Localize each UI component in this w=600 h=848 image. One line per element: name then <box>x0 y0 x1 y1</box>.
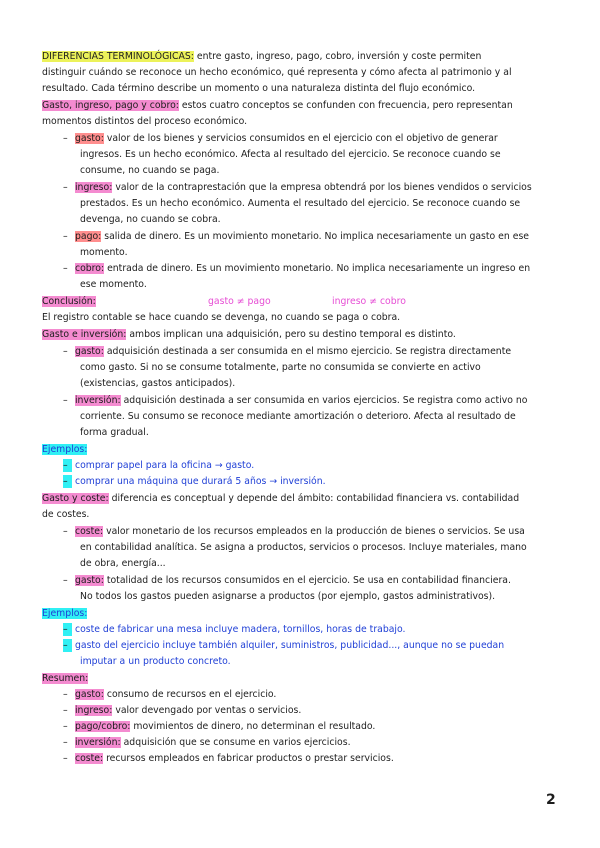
intro-title: DIFERENCIAS TERMINOLÓGICAS: <box>42 51 194 62</box>
term-text: salida de dinero. Es un movimiento monetario. No implica necesariamente un gasto en ese <box>101 231 530 242</box>
list-item-text: devenga, no cuando se cobra. <box>80 214 221 225</box>
list-item-coste <box>63 525 525 538</box>
bullet-dash: – <box>63 639 72 652</box>
term-text: consumo de recursos en el ejercicio. <box>103 689 277 700</box>
list-item-text: como gasto. Si no se consume totalmente, parte no consumida se convierte en activo <box>80 362 481 373</box>
term-label: inversión: <box>74 395 121 406</box>
term-text: valor de los bienes y servicios consumidos en el ejercicio con el objetivo de generar <box>103 133 498 144</box>
example-text: imputar a un producto concreto. <box>80 656 231 667</box>
list-item-pago <box>63 230 529 243</box>
conclusion-label: Conclusión: <box>42 296 96 307</box>
intro-line-3: resultado. Cada término describe un momento o una naturaleza distinta del flujo económico. <box>42 83 476 94</box>
list-item-text: consume, no cuando se paga. <box>80 165 220 176</box>
conclusion-formula-a: gasto ≠ pago <box>208 296 271 307</box>
term-label: cobro: <box>74 263 105 274</box>
section-text: ambos implican una adquisición, pero su destino temporal es distinto. <box>126 329 456 340</box>
term-label: pago: <box>74 231 102 242</box>
bullet-dash: – <box>63 689 68 700</box>
bullet-dash: – <box>63 182 68 193</box>
list-item-text: prestados. Es un hecho económico. Aumenta el resultado del ejercicio. Se reconoce cuando se <box>80 198 521 209</box>
examples-label: Ejemplos: <box>42 444 88 455</box>
bullet-dash: – <box>63 575 68 586</box>
section-text: estos cuatro conceptos se confunden con frecuencia, pero representan <box>178 100 513 111</box>
summary-item <box>63 752 394 765</box>
section-title: Gasto, ingreso, pago y cobro: <box>42 100 179 111</box>
term-label: gasto: <box>74 133 104 144</box>
list-item-cobro <box>63 262 530 275</box>
section-gasto-inversion <box>42 328 456 341</box>
list-item-text: momento. <box>80 247 128 258</box>
bullet-dash: – <box>63 395 68 406</box>
section-text-line: de costes. <box>42 509 90 520</box>
term-label: inversión: <box>74 737 121 748</box>
example-text: gasto del ejercicio incluye también alquiler, suministros, publicidad..., aunque no se puedan <box>74 640 505 651</box>
summary-item <box>63 688 276 701</box>
bullet-dash: – <box>63 133 68 144</box>
page-number: 2 <box>546 792 556 808</box>
term-text: recursos empleados en fabricar productos o prestar servicios. <box>103 753 394 764</box>
term-label: coste: <box>74 526 104 537</box>
section-text-line: momentos distintos del proceso económico. <box>42 116 248 127</box>
term-label: gasto: <box>74 575 104 586</box>
example-item <box>63 475 326 488</box>
term-text: valor devengado por ventas o servicios. <box>112 705 302 716</box>
list-item-text: ingresos. Es un hecho económico. Afecta al resultado del ejercicio. Se reconoce cuando se <box>80 149 501 160</box>
bullet-dash: – <box>63 737 68 748</box>
list-item-text: (existencias, gastos anticipados). <box>80 378 236 389</box>
intro-line-2: distinguir cuándo se reconoce un hecho económico, qué representa y cómo afecta al patrimonio y al <box>42 67 512 78</box>
conclusion-line <box>42 295 96 308</box>
bullet-dash: – <box>63 231 68 242</box>
examples-title <box>42 607 87 620</box>
examples-label: Ejemplos: <box>42 608 88 619</box>
section-title: Gasto y coste: <box>42 493 109 504</box>
section-gasto-coste <box>42 492 519 505</box>
section-title: Gasto e inversión: <box>42 329 127 340</box>
term-text: entrada de dinero. Es un movimiento monetario. No implica necesariamente un ingreso en <box>104 263 531 274</box>
term-text: adquisición destinada a ser consumida en el mismo ejercicio. Se registra directamente <box>103 346 512 357</box>
list-item-gasto <box>63 345 511 358</box>
summary-item <box>63 720 375 733</box>
examples-title <box>42 443 87 456</box>
list-item-text: de obra, energía... <box>80 558 166 569</box>
list-item-gasto <box>63 132 498 145</box>
bullet-dash: – <box>63 705 68 716</box>
term-label: pago/cobro: <box>74 721 131 732</box>
term-label: gasto: <box>74 689 104 700</box>
list-item-inversion <box>63 394 527 407</box>
term-text: valor de la contraprestación que la empresa obtendrá por los bienes vendidos o servicios <box>112 182 532 193</box>
bullet-dash: – <box>63 263 68 274</box>
bullet-dash: – <box>63 753 68 764</box>
intro-text: entre gasto, ingreso, pago, cobro, inversión y coste permiten <box>193 51 482 62</box>
bullet-dash: – <box>63 526 68 537</box>
term-label: coste: <box>74 753 104 764</box>
term-text: adquisición que se consume en varios ejercicios. <box>120 737 351 748</box>
section-text: diferencia es conceptual y depende del ámbito: contabilidad financiera vs. contabilidad <box>108 493 520 504</box>
list-item-text: No todos los gastos pueden asignarse a productos (por ejemplo, gastos administrativos). <box>80 591 496 602</box>
example-text: comprar papel para la oficina → gasto. <box>74 460 255 471</box>
summary-item <box>63 704 301 717</box>
bullet-dash: – <box>63 459 72 472</box>
term-text: movimientos de dinero, no determinan el resultado. <box>130 721 376 732</box>
list-item-text: ese momento. <box>80 279 147 290</box>
summary-label: Resumen: <box>42 673 89 684</box>
bullet-dash: – <box>63 721 68 732</box>
bullet-dash: – <box>63 346 68 357</box>
bullet-dash: – <box>63 623 72 636</box>
term-text: valor monetario de los recursos empleados en la producción de bienes o servicios. Se usa <box>103 526 525 537</box>
summary-title <box>42 672 88 685</box>
conclusion-text: El registro contable se hace cuando se devenga, no cuando se paga o cobra. <box>42 312 401 323</box>
term-label: ingreso: <box>74 182 113 193</box>
list-item-text: forma gradual. <box>80 427 149 438</box>
term-label: ingreso: <box>74 705 113 716</box>
conclusion-formula-b: ingreso ≠ cobro <box>332 296 406 307</box>
term-text: adquisición destinada a ser consumida en varios ejercicios. Se registra como activo no <box>120 395 528 406</box>
example-item <box>63 623 406 636</box>
example-text: coste de fabricar una mesa incluye madera, tornillos, horas de trabajo. <box>74 624 406 635</box>
example-item <box>63 639 504 652</box>
intro-line-1 <box>42 50 481 63</box>
example-item <box>63 459 254 472</box>
list-item-text: en contabilidad analítica. Se asigna a productos, servicios o procesos. Incluye materiales, mano <box>80 542 527 553</box>
list-item-text: corriente. Su consumo se reconoce mediante amortización o deterioro. Afecta al resultado de <box>80 411 516 422</box>
list-item-gasto <box>63 574 511 587</box>
section-gasto-ingreso-pago-cobro <box>42 99 513 112</box>
example-text: comprar una máquina que durará 5 años → inversión. <box>74 476 326 487</box>
bullet-dash: – <box>63 475 72 488</box>
term-text: totalidad de los recursos consumidos en el ejercicio. Se usa en contabilidad financiera. <box>103 575 511 586</box>
list-item-ingreso <box>63 181 532 194</box>
term-label: gasto: <box>74 346 104 357</box>
summary-item <box>63 736 351 749</box>
